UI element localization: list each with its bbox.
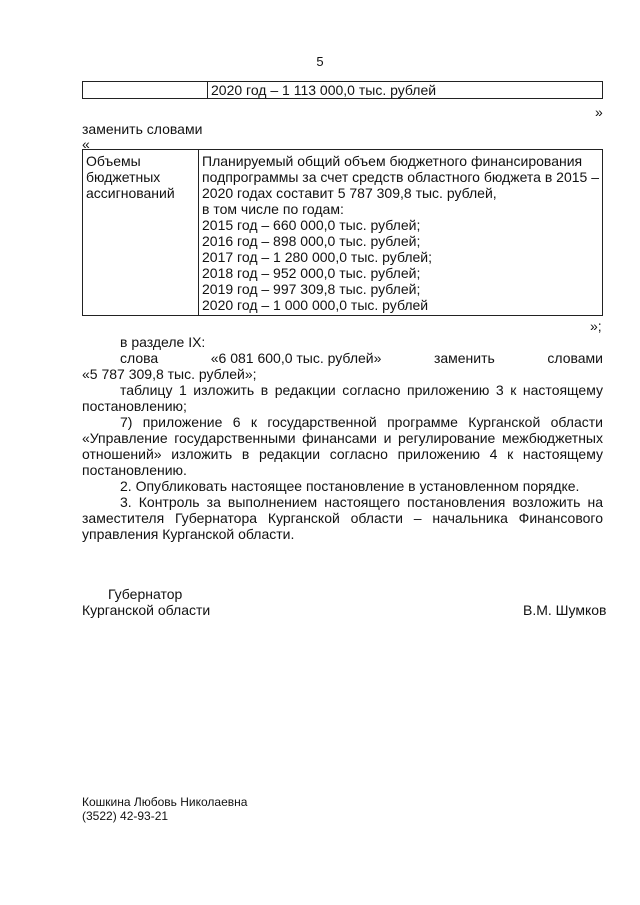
executor-name: Кошкина Любовь Николаевна [82, 795, 248, 809]
item7-line-2: «Управление государственными финансами и регулирование межбюджетных [82, 430, 603, 446]
budget-table-right-cell [199, 150, 603, 316]
words-label: слова [120, 350, 159, 366]
old-amount: «6 081 600,0 тыс. рублей» [210, 350, 382, 366]
section-ix-label: в разделе IX: [120, 334, 206, 350]
table1-line-1: таблицу 1 изложить в редакции согласно приложению 3 к настоящему [120, 382, 603, 398]
words-replacement-line [120, 350, 603, 366]
right-cell-line: 2018 год – 952 000,0 тыс. рублей; [202, 265, 421, 281]
with-words-label: словами [547, 350, 603, 366]
top-table-left-cell [83, 82, 208, 99]
right-cell-line: 2016 год – 898 000,0 тыс. рублей; [202, 233, 421, 249]
item3-line-2: заместителя Губернатора Курганской области – начальника Финансового [82, 510, 603, 526]
replace-label: заменить [433, 350, 495, 366]
item7-line-3: отношений» изложить в редакции согласно приложению 4 к настоящему [82, 446, 603, 462]
item7-line-4: постановлению. [82, 462, 187, 478]
table1-line-2: постановлению; [82, 398, 187, 414]
opening-quote: « [82, 136, 90, 152]
item7-line-1: 7) приложение 6 к государственной программе Курганской области [120, 414, 603, 430]
closing-quote: » [595, 104, 603, 120]
right-cell-line: Планируемый общий объем бюджетного финансирования [202, 153, 583, 169]
right-cell-line: в том числе по годам: [202, 201, 344, 217]
replace-words-label: заменить словами [82, 121, 203, 137]
item3-line-1: 3. Контроль за выполнением настоящего постановления возложить на [120, 494, 603, 510]
closing-quote-semicolon: »; [590, 318, 602, 334]
left-cell-line: бюджетных [86, 169, 161, 185]
right-cell-line: 2020 годах составит 5 787 309,8 тыс. рублей, [202, 185, 497, 201]
previous-table-fragment [82, 81, 603, 99]
new-amount: «5 787 309,8 тыс. рублей»; [82, 366, 257, 382]
right-cell-line: 2019 год – 997 309,8 тыс. рублей; [202, 281, 421, 297]
right-cell-line: 2017 год – 1 280 000,0 тыс. рублей; [202, 249, 433, 265]
budget-table-left-cell [83, 150, 199, 316]
page-number: 5 [316, 54, 324, 69]
budget-allocation-table [82, 149, 603, 316]
left-cell-line: Объемы [86, 153, 141, 169]
signatory-name: В.М. Шумков [523, 602, 607, 618]
item2-text: 2. Опубликовать настоящее постановление в установленном порядке. [120, 478, 580, 494]
executor-phone: (3522) 42-93-21 [82, 809, 169, 823]
right-cell-line: 2015 год – 660 000,0 тыс. рублей; [202, 217, 421, 233]
signatory-title-2: Курганской области [82, 602, 211, 618]
right-cell-line: 2020 год – 1 000 000,0 тыс. рублей [202, 297, 429, 313]
top-table-right-cell: 2020 год – 1 113 000,0 тыс. рублей [208, 82, 603, 99]
right-cell-line: подпрограммы за счет средств областного бюджета в 2015 – [202, 169, 599, 185]
item3-line-3: управления Курганской области. [82, 526, 295, 542]
left-cell-line: ассигнований [86, 185, 175, 201]
signatory-title-1: Губернатор [108, 586, 183, 602]
